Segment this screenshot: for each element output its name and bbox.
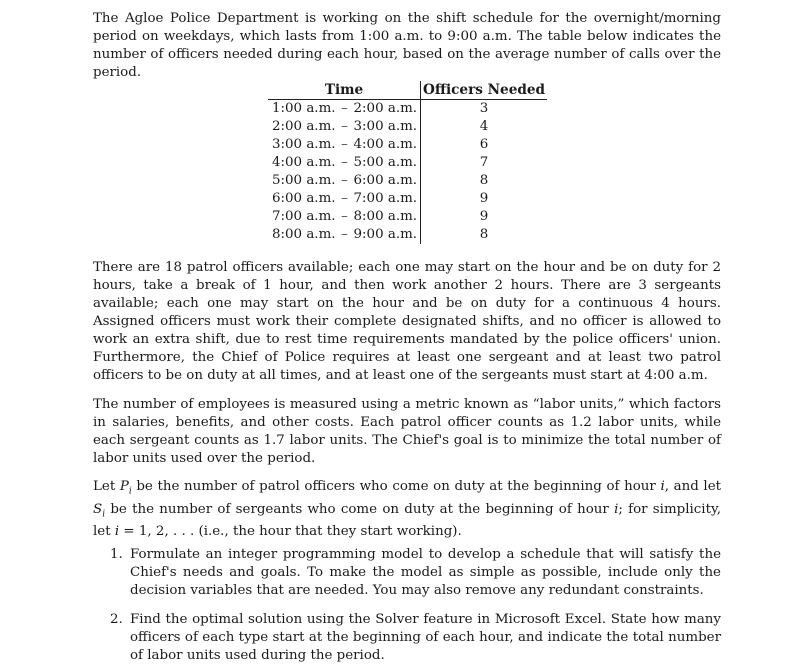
time-end: 9:00 a.m. bbox=[353, 227, 418, 242]
time-dash: – bbox=[341, 119, 348, 134]
time-start: 4:00 a.m. bbox=[272, 155, 336, 170]
time-end: 8:00 a.m. bbox=[353, 209, 418, 224]
time-dash: – bbox=[341, 137, 348, 152]
header-time: Time bbox=[268, 81, 421, 100]
intro-paragraph: The Agloe Police Department is working on the shift schedule for the overnight/morning period on weekdays, which lasts from 1:00 a.m. to 9:00 a.m. The table below indicates the number of officers needed during each hour, based on the average number of calls over the period. bbox=[93, 11, 721, 80]
time-start: 3:00 a.m. bbox=[272, 137, 336, 152]
table-row bbox=[268, 172, 547, 190]
officers-cell: 4 bbox=[479, 119, 489, 134]
time-start: 8:00 a.m. bbox=[272, 227, 336, 242]
table-row bbox=[268, 118, 547, 136]
time-cell bbox=[268, 190, 421, 208]
task-item-2 bbox=[110, 611, 721, 665]
time-dash: – bbox=[341, 227, 348, 242]
vars-text-5: ; for simplicity, let bbox=[93, 501, 722, 540]
time-end: 6:00 a.m. bbox=[353, 173, 418, 188]
time-end: 4:00 a.m. bbox=[353, 137, 418, 152]
var-i-2: i bbox=[614, 501, 619, 517]
table-row bbox=[268, 208, 547, 226]
time-end: 7:00 a.m. bbox=[353, 191, 418, 206]
constraints-paragraph: There are 18 patrol officers available; each one may start on the hour and be on duty for 2 hours, take a break of 1 hour, and then work another 2 hours. There are 3 sergeants available; each one may start on the hour and be on duty for a continuous 4 hours. Assigned officers must work their complete designated shifts, and no officer is allowed to work an extra shift, due to rest time requirements mandated by the police officers' union. Furthermore, the Chief of Police requires at least one sergeant and at least two patrol officers to be on duty at all times, and at least one of the sergeants must start at 4:00 a.m. bbox=[93, 260, 721, 383]
vars-text-3: , and let bbox=[664, 479, 721, 494]
vars-text-1: Let bbox=[93, 479, 120, 494]
var-p: $P_i$ bbox=[119, 479, 132, 497]
time-start: 2:00 a.m. bbox=[272, 119, 336, 134]
table-row bbox=[268, 154, 547, 172]
task-number: 1. bbox=[110, 547, 123, 562]
officers-cell: 8 bbox=[479, 173, 489, 188]
time-cell bbox=[268, 226, 421, 244]
time-end: 3:00 a.m. bbox=[353, 119, 418, 134]
table-row bbox=[268, 136, 547, 154]
time-dash: – bbox=[341, 209, 348, 224]
time-cell bbox=[268, 154, 421, 172]
table-row bbox=[268, 226, 547, 244]
task-number: 2. bbox=[110, 612, 123, 627]
time-start: 7:00 a.m. bbox=[272, 209, 336, 224]
officers-cell: 7 bbox=[479, 155, 489, 170]
vars-text-4: be the number of sergeants who come on duty at the beginning of hour bbox=[105, 501, 615, 517]
table-row bbox=[268, 100, 547, 119]
vars-text-6: = 1, 2, . . . (i.e., the hour that they start working). bbox=[119, 524, 462, 540]
task-text: Find the optimal solution using the Solver feature in Microsoft Excel. State how many officers of each type start at the beginning of each hour, and indicate the total number of labor units used during the period. bbox=[130, 612, 721, 663]
time-cell bbox=[268, 136, 421, 154]
header-officers-needed: Officers Needed bbox=[421, 81, 548, 100]
time-dash: – bbox=[341, 101, 348, 116]
time-dash: – bbox=[341, 191, 348, 206]
officers-cell: 3 bbox=[479, 101, 489, 116]
officers-cell: 9 bbox=[479, 209, 489, 224]
variables-paragraph bbox=[93, 478, 721, 541]
time-start: 5:00 a.m. bbox=[272, 173, 336, 188]
task-item-1 bbox=[110, 546, 721, 600]
var-i-3: i bbox=[114, 524, 120, 540]
labor-units-paragraph: The number of employees is measured using a metric known as “labor units,” which factors in salaries, benefits, and other costs. Each patrol officer counts as 1.2 labor units, while each sergeant counts as 1.7 labor units. The Chief's goal is to minimize the total number of labor units used over the period. bbox=[93, 397, 721, 466]
time-end: 5:00 a.m. bbox=[353, 155, 418, 170]
time-cell bbox=[268, 100, 421, 119]
officers-cell: 6 bbox=[479, 137, 489, 152]
time-cell bbox=[268, 118, 421, 136]
time-start: 1:00 a.m. bbox=[272, 101, 336, 116]
table-header-row bbox=[268, 81, 547, 100]
officers-cell: 8 bbox=[479, 227, 489, 242]
time-cell bbox=[268, 172, 421, 190]
officers-table bbox=[268, 81, 547, 244]
var-i: i bbox=[660, 479, 665, 494]
var-s: $S_i$ bbox=[93, 501, 106, 520]
time-end: 2:00 a.m. bbox=[353, 101, 418, 116]
table-row bbox=[268, 190, 547, 208]
time-dash: – bbox=[341, 173, 348, 188]
task-text: Formulate an integer programming model to develop a schedule that will satisfy the Chief's needs and goals. To make the model as simple as possible, include only the decision variables that are needed. You may also remove any redundant constraints. bbox=[130, 547, 721, 598]
time-start: 6:00 a.m. bbox=[272, 191, 336, 206]
officers-cell: 9 bbox=[479, 191, 489, 206]
vars-text-2: be the number of patrol officers who come on duty at the beginning of hour bbox=[131, 479, 661, 494]
time-cell bbox=[268, 208, 421, 226]
time-dash: – bbox=[341, 155, 348, 170]
